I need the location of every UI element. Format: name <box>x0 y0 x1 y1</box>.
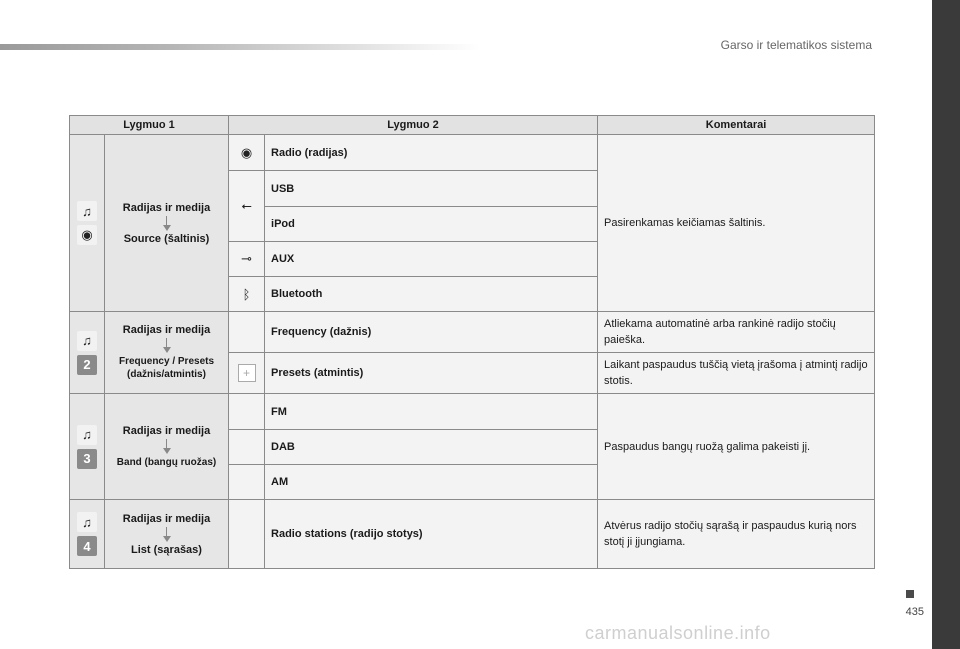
level1-icons <box>70 500 105 569</box>
table-row <box>70 312 875 353</box>
level2-label: Presets (atmintis) <box>265 353 598 394</box>
level1-title: Radijas ir medija <box>122 324 211 336</box>
level2-label: DAB <box>265 430 598 465</box>
level1-icons <box>70 135 105 312</box>
comment-cell: Laikant paspaudus tuščią vietą įrašoma į atmintį radijo stotis. <box>598 353 875 394</box>
music-note-icon: ♫ <box>77 201 97 221</box>
arrow-down-icon <box>105 216 228 231</box>
page-marker <box>906 590 914 598</box>
music-note-icon: ♫ <box>77 331 97 351</box>
footer-watermark: carmanualsonline.info <box>585 623 771 643</box>
level2-icon-empty <box>229 430 265 465</box>
level2-label: iPod <box>265 207 598 242</box>
table-header-row <box>70 116 875 135</box>
column-header-level2: Lygmuo 2 <box>229 116 598 135</box>
level2-icon-empty <box>229 312 265 353</box>
table-row <box>70 394 875 430</box>
level1-cell <box>105 500 229 569</box>
arrow-down-icon <box>105 439 228 454</box>
level1-title: Radijas ir medija <box>122 424 211 437</box>
column-header-comments: Komentarai <box>598 116 875 135</box>
table-row <box>70 500 875 569</box>
level1-cell <box>105 394 229 500</box>
music-note-icon: ♫ <box>77 425 97 445</box>
chapter-sidebar <box>932 0 960 649</box>
number-badge: 3 <box>77 449 97 469</box>
level1-cell <box>105 312 229 394</box>
page-number: 435 <box>905 606 924 618</box>
level2-label: AUX <box>265 242 598 277</box>
level2-icon-empty <box>229 465 265 500</box>
level1-subtitle: Frequency / Presets (dažnis/atmintis) <box>118 356 215 380</box>
aux-icon: ⊸ <box>229 242 265 277</box>
level2-label: FM <box>265 394 598 430</box>
level2-icon-empty <box>229 394 265 430</box>
arrow-down-icon <box>105 338 228 353</box>
section-title: Garso ir telematikos sistema <box>720 38 872 52</box>
level1-subtitle: Source (šaltinis) <box>123 232 210 245</box>
level1-icons <box>70 312 105 394</box>
level2-label: USB <box>265 171 598 207</box>
radio-source-icon: ◉ <box>77 225 97 245</box>
comment-cell: Paspaudus bangų ruožą galima pakeisti jį. <box>598 394 875 500</box>
level2-icon-empty <box>229 500 265 569</box>
level1-icons <box>70 394 105 500</box>
level1-subtitle: Band (bangų ruožas) <box>116 456 217 468</box>
radio-source-icon: ◉ <box>229 135 265 171</box>
plus-box-icon: + <box>229 353 265 394</box>
level2-label: Radio stations (radijo stotys) <box>265 500 598 569</box>
level2-label: Bluetooth <box>265 277 598 312</box>
comment-cell: Atvėrus radijo stočių sąrašą ir paspaudus kurią nors stotį ji įjungiama. <box>598 500 875 569</box>
bluetooth-icon: ᛒ <box>229 277 265 312</box>
level2-label: Radio (radijas) <box>265 135 598 171</box>
level2-label: Frequency (dažnis) <box>265 312 598 353</box>
header-gradient-bar <box>0 44 480 50</box>
level1-title: Radijas ir medija <box>122 512 211 525</box>
number-badge: 4 <box>77 536 97 556</box>
level2-label: AM <box>265 465 598 500</box>
usb-icon: ⭠ <box>229 171 265 242</box>
comment-cell: Atliekama automatinė arba rankinė radijo stočių paieška. <box>598 312 875 353</box>
music-note-icon: ♫ <box>77 512 97 532</box>
level1-title: Radijas ir medija <box>122 201 211 214</box>
level1-cell <box>105 135 229 312</box>
number-badge: 2 <box>77 355 97 375</box>
arrow-down-icon <box>105 527 228 542</box>
menu-table <box>69 115 875 569</box>
level1-subtitle: List (sąrašas) <box>131 543 202 556</box>
column-header-level1: Lygmuo 1 <box>70 116 229 135</box>
comment-cell: Pasirenkamas keičiamas šaltinis. <box>598 135 875 312</box>
table-row <box>70 135 875 171</box>
